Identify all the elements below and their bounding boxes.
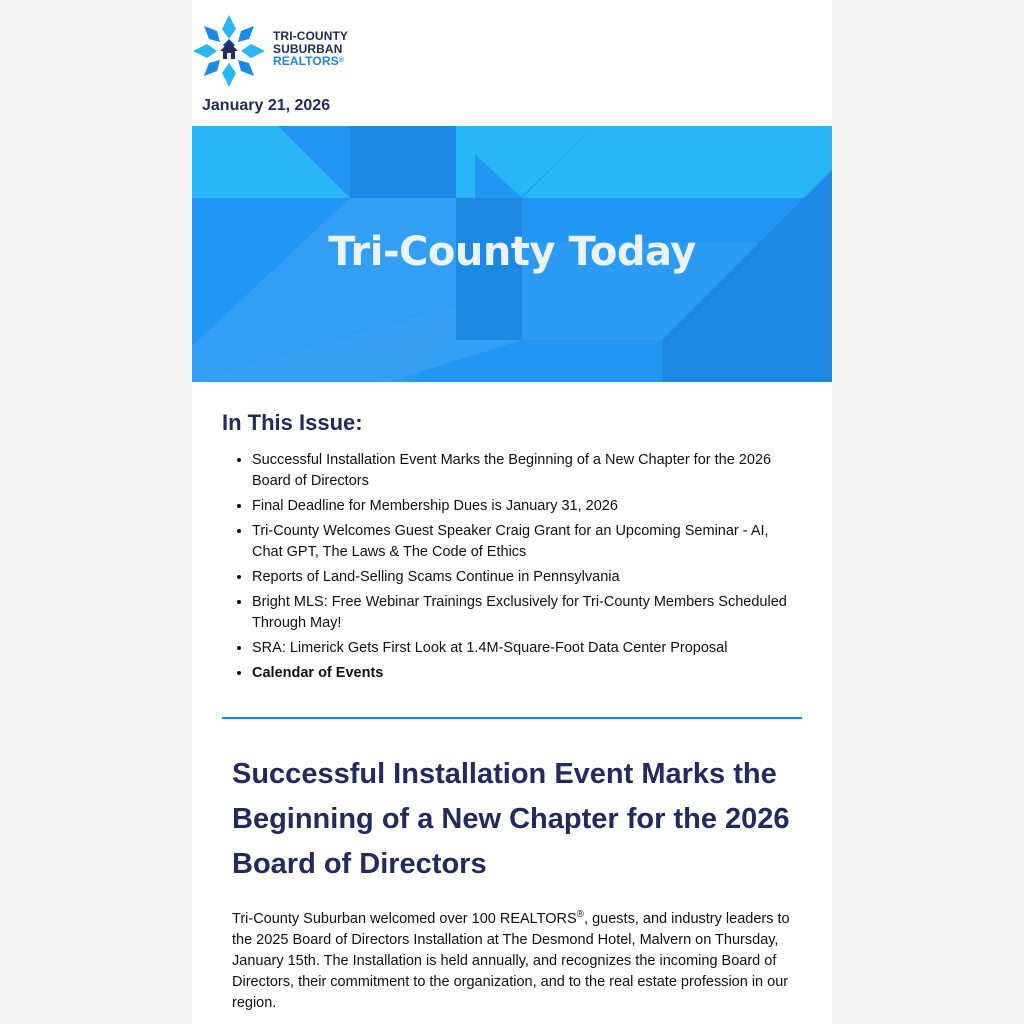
toc-item[interactable]: • Successful Installation Event Marks the Beginning of a New Chapter for the 2026 Board of Directors xyxy=(252,450,802,492)
toc-item[interactable]: • Bright MLS: Free Webinar Trainings Exclusively for Tri-County Members Scheduled Through May! xyxy=(252,592,802,634)
logo-wordmark xyxy=(273,30,348,68)
article-installation xyxy=(232,752,792,1014)
toc-list xyxy=(222,450,802,684)
newsletter-email xyxy=(192,0,832,1024)
article-body: Tri-County Suburban welcomed over 100 REALTORS®, guests, and industry leaders to the 2025 Board of Directors Installation at The Desmond Hotel, Malvern on Thursday, January 15th. The Installation is held annually, and recognizes the incoming Board of Directors, their commitment to the organization, and to the real estate profession in our region. xyxy=(232,909,790,1011)
issue-date: January 21, 2026 xyxy=(202,97,331,114)
toc-item[interactable]: • SRA: Limerick Gets First Look at 1.4M-Square-Foot Data Center Proposal xyxy=(252,638,802,659)
toc-item[interactable]: • Tri-County Welcomes Guest Speaker Craig Grant for an Upcoming Seminar - AI, Chat GPT, The Laws & The Code of Ethics xyxy=(252,521,802,563)
logo-line-1: TRI-COUNTY xyxy=(273,29,348,43)
logo-line-3: REALTORS® xyxy=(273,54,344,68)
toc-item[interactable]: • Final Deadline for Membership Dues is January 31, 2026 xyxy=(252,496,802,517)
toc-item[interactable]: • Reports of Land-Selling Scams Continue in Pennsylvania xyxy=(252,567,802,588)
hero-title: Tri-County Today xyxy=(328,229,696,275)
table-of-contents xyxy=(222,408,802,688)
hero-banner xyxy=(192,126,832,382)
toc-item-calendar[interactable]: • Calendar of Events xyxy=(252,663,802,684)
logo-line-2: SUBURBAN xyxy=(273,41,343,56)
toc-heading: In This Issue: xyxy=(222,410,363,435)
section-divider xyxy=(222,717,802,719)
snowflake-house-logo-icon xyxy=(192,14,266,88)
header-logo[interactable] xyxy=(192,14,832,88)
article-title: Successful Installation Event Marks the Beginning of a New Chapter for the 2026 Board of Directors xyxy=(232,758,790,880)
